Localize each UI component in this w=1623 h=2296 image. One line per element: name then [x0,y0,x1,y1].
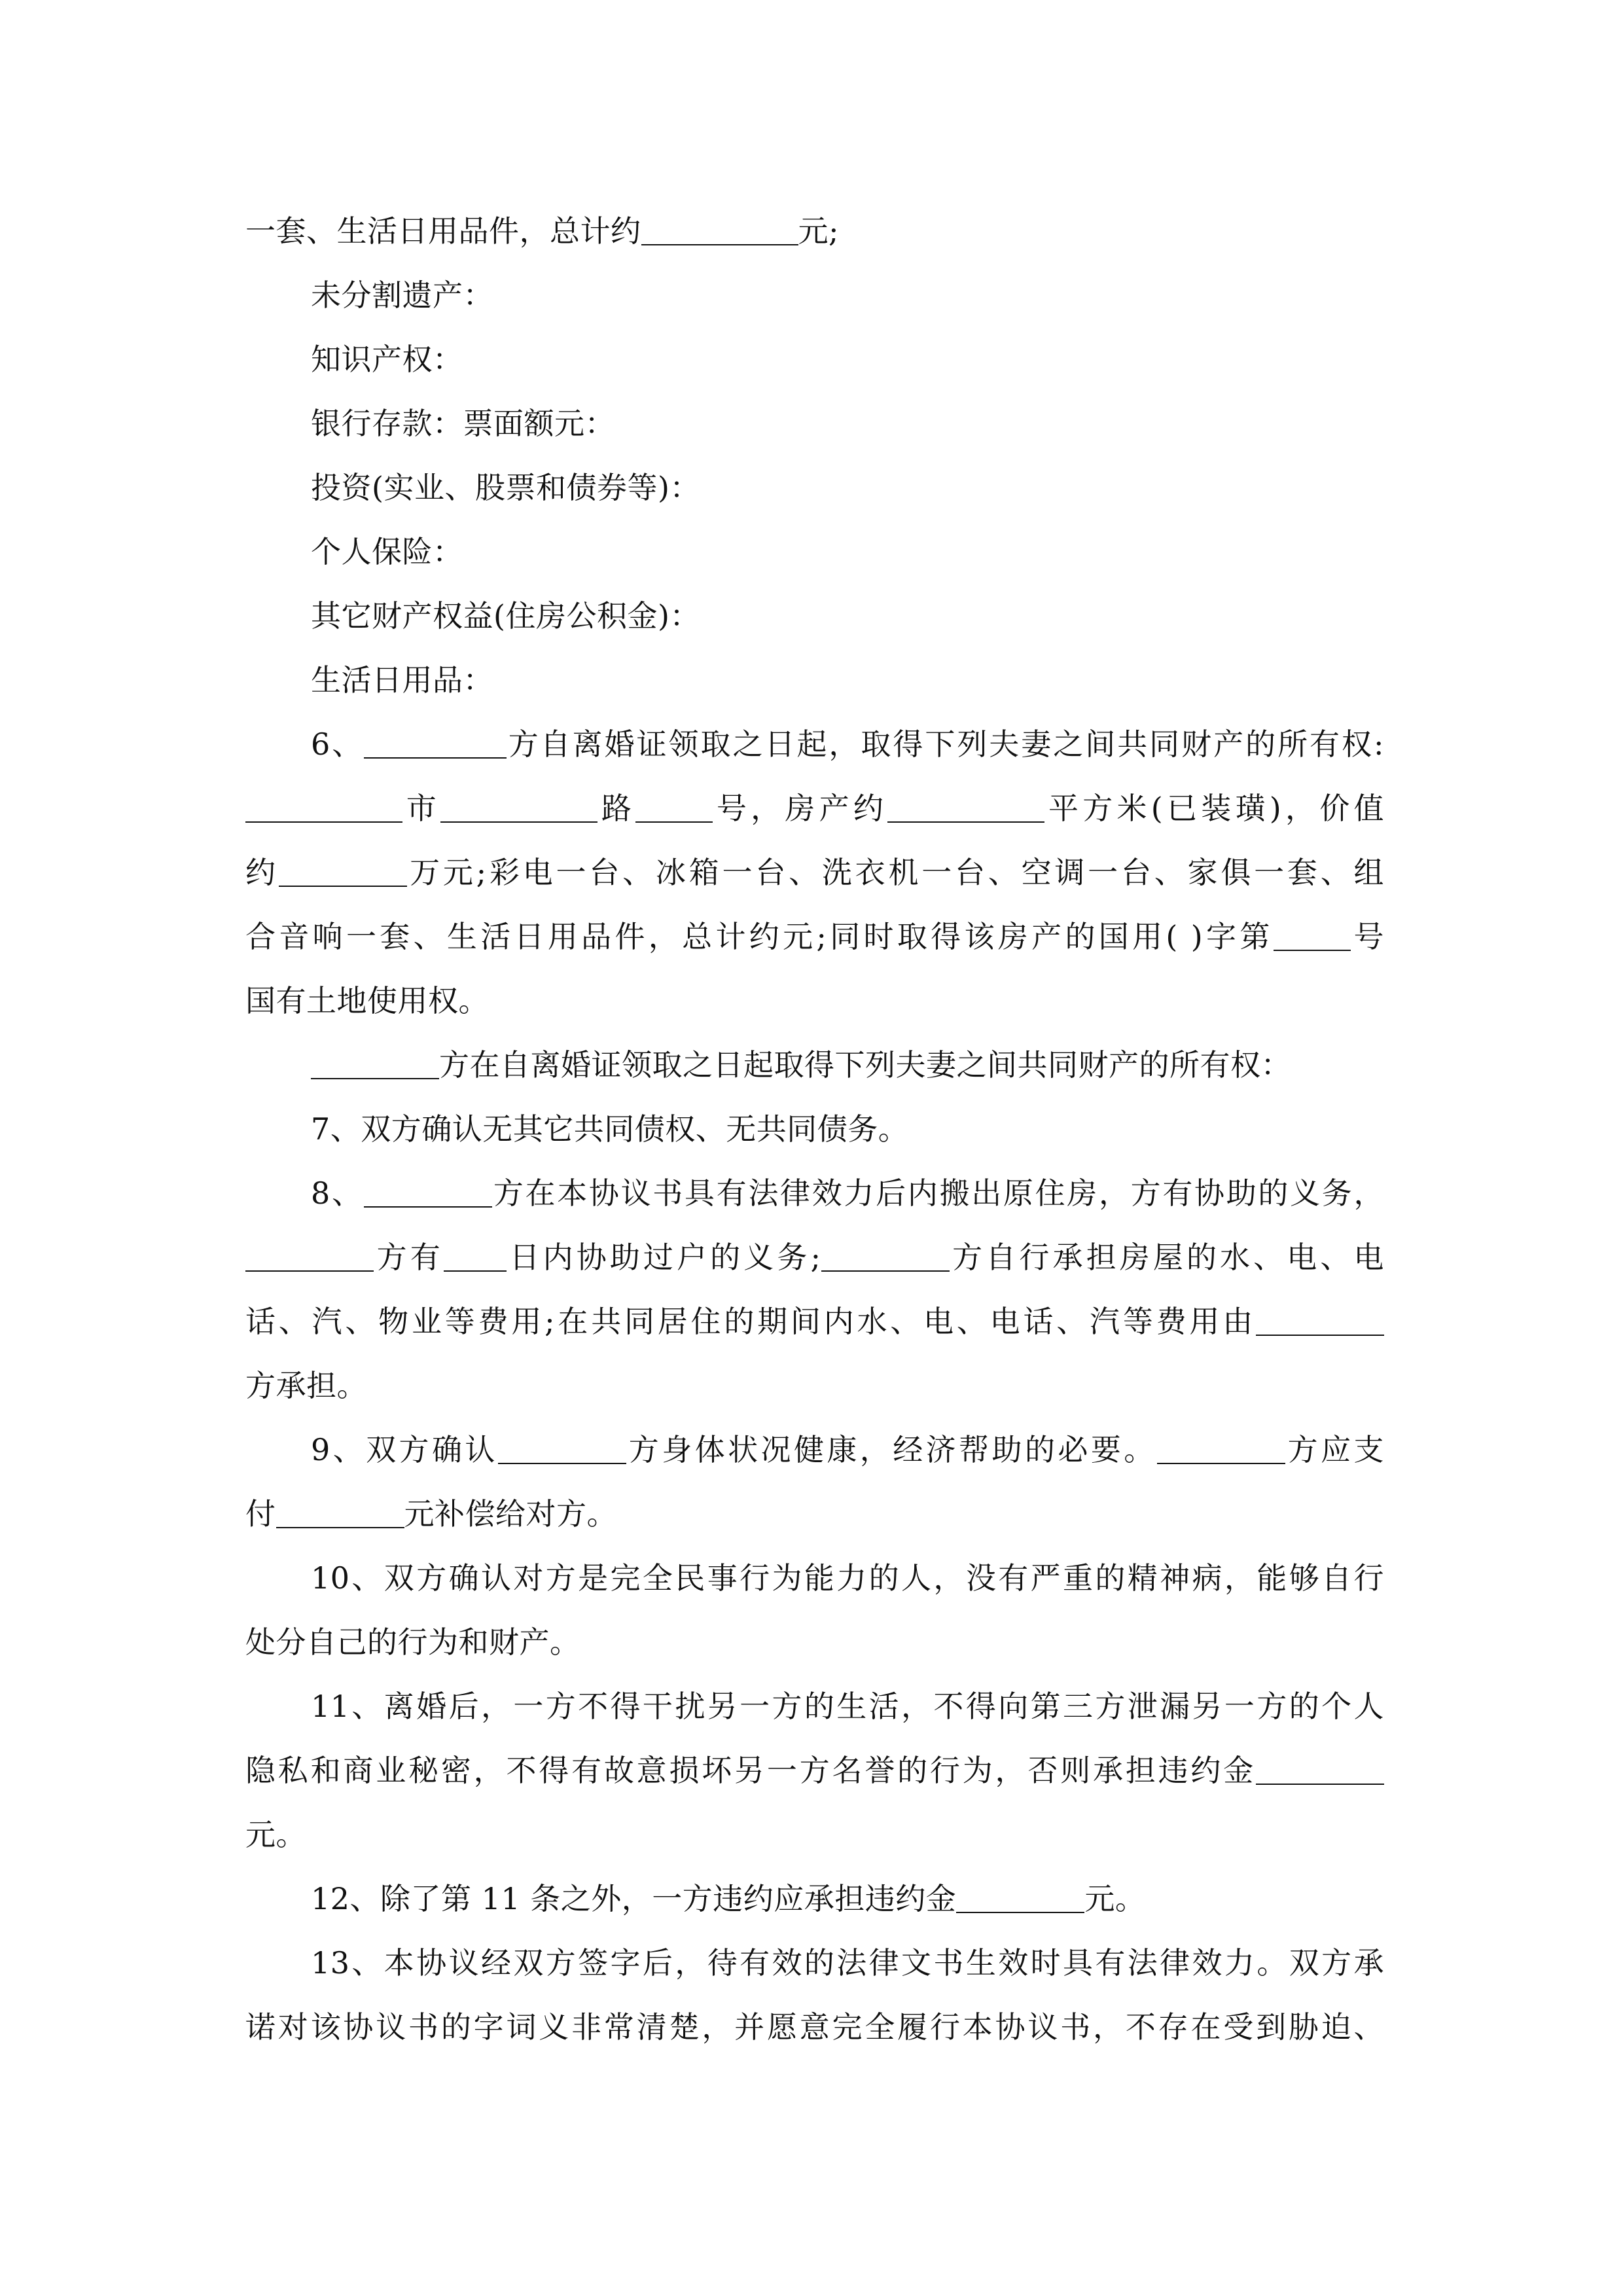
heading-undivided-inheritance [245,263,1384,327]
text: 方在自离婚证领取之日起取得下列夫妻之间共同财产的所有权： [439,1047,1291,1083]
fill-blank-party[interactable] [364,727,507,759]
text: 知识产权： [311,342,463,377]
fill-blank-party[interactable] [364,1176,492,1208]
text: 11、离婚后，一方不得干扰另一方的生活，不得向第三方泄漏另一方的个人 [311,1689,1384,1724]
text: 方在本协议书具有法律效力后内搬出原住房，方有协助的义务， [491,1175,1384,1211]
fill-blank-certificate-number[interactable] [1274,920,1351,951]
fill-blank-penalty[interactable] [1256,1753,1384,1785]
text: 投资(实业、股票和债券等)： [311,470,700,505]
clause-6-line-4 [245,905,1384,969]
clause-8-line-3 [245,1289,1384,1354]
fill-blank-amount[interactable] [276,1497,404,1528]
fill-blank-party[interactable] [245,1240,374,1272]
text: 万元;彩电一台、冰箱一台、洗衣机一台、空调一台、家俱一套、组 [406,855,1385,890]
text: 国有土地使用权。 [245,983,489,1018]
text: 合音响一套、生活日用品件，总计约元;同时取得该房产的国用( )字第 [245,919,1274,954]
fill-blank-number[interactable] [635,791,713,823]
text: 生活日用品： [311,662,493,698]
fill-blank-party[interactable] [311,1048,439,1079]
text: 方有 [374,1240,444,1275]
text: 9、双方确认 [311,1432,498,1467]
text: 元。 [245,1817,306,1852]
heading-intellectual-property [245,327,1384,391]
text: 7、双方确认无其它共同债权、无共同债务。 [311,1111,909,1147]
clause-8-line-2 [245,1225,1384,1289]
text: 平方米(已装璜)，价值 [1044,791,1385,826]
text: 未分割遗产： [311,278,493,313]
fill-blank-party[interactable] [821,1240,950,1272]
clause-9-line-2 [245,1482,1384,1546]
clause-number: 6、 [311,726,365,762]
clause-13-line-1 [245,1931,1384,1995]
text: 付 [245,1496,276,1532]
text: 日内协助过户的义务; [506,1240,821,1275]
clause-number: 8、 [311,1175,364,1211]
text: 其它财产权益(住房公积金)： [311,598,700,634]
fill-blank-road[interactable] [440,791,597,823]
text: 处分自己的行为和财产。 [245,1624,580,1660]
clause-11-line-2 [245,1738,1384,1803]
text-line-total-goods [245,199,1384,263]
text: 号 [1350,919,1385,954]
clause-6-line-3 [245,840,1384,905]
text: 方应支 [1285,1432,1384,1467]
heading-other-property-rights [245,584,1384,648]
text: 银行存款：票面额元： [311,406,615,441]
fill-blank-party[interactable] [1256,1304,1384,1336]
fill-blank-area[interactable] [887,791,1044,823]
fill-blank-value[interactable] [279,855,407,887]
text: 13、本协议经双方签字后，待有效的法律文书生效时具有法律效力。双方承 [311,1945,1384,1981]
text: 元。 [1084,1881,1146,1916]
clause-7 [245,1097,1384,1161]
clause-9-line-1 [245,1418,1384,1482]
clause-10-line-2 [245,1610,1384,1674]
clause-6-line-2 [245,776,1384,840]
text: 10、双方确认对方是完全民事行为能力的人，没有严重的精神病，能够自行 [311,1560,1384,1596]
heading-daily-goods [245,648,1384,712]
fill-blank-city[interactable] [245,791,402,823]
clause-6-line-1 [245,712,1384,776]
text: 隐私和商业秘密，不得有故意损坏另一方名誉的行为，否则承担违约金 [245,1753,1256,1788]
text: 号，房产约 [713,791,888,826]
text: 方身体状况健康，经济帮助的必要。 [626,1432,1157,1467]
text: 市 [402,791,441,826]
fill-blank-amount[interactable] [641,214,798,245]
clause-8-line-4 [245,1354,1384,1418]
clause-11-line-3 [245,1803,1384,1867]
text: 方自行承担房屋的水、电、电 [949,1240,1385,1275]
text: 诺对该协议书的字词义非常清楚，并愿意完全履行本协议书，不存在受到胁迫、 [245,2009,1384,2045]
heading-investments [245,456,1384,520]
clause-6-line-5 [245,969,1384,1033]
fill-blank-party[interactable] [498,1433,626,1464]
document-body [245,199,1384,2059]
clause-10-line-1 [245,1546,1384,1610]
heading-personal-insurance [245,520,1384,584]
fill-blank-party[interactable] [1157,1433,1285,1464]
clause-8-line-1 [245,1161,1384,1225]
fill-blank-days[interactable] [444,1240,507,1272]
text: 一套、生活日用品件，总计约 [245,213,641,249]
text: 方承担。 [245,1368,367,1403]
clause-11-line-1 [245,1674,1384,1738]
clause-13-line-2 [245,1995,1384,2059]
text: 元补偿给对方。 [404,1496,617,1532]
text: 个人保险： [311,534,463,569]
text: 路 [597,791,636,826]
fill-blank-penalty[interactable] [956,1882,1084,1913]
text: 方自离婚证领取之日起，取得下列夫妻之间共同财产的所有权: [507,726,1384,762]
clause-6-line-6 [245,1033,1384,1097]
clause-12 [245,1867,1384,1931]
text: 话、汽、物业等费用;在共同居住的期间内水、电、电话、汽等费用由 [245,1304,1256,1339]
text: 12、除了第 11 条之外，一方违约应承担违约金 [311,1881,957,1916]
text: 元; [798,213,839,249]
text: 约 [245,855,279,890]
heading-bank-deposits [245,391,1384,456]
